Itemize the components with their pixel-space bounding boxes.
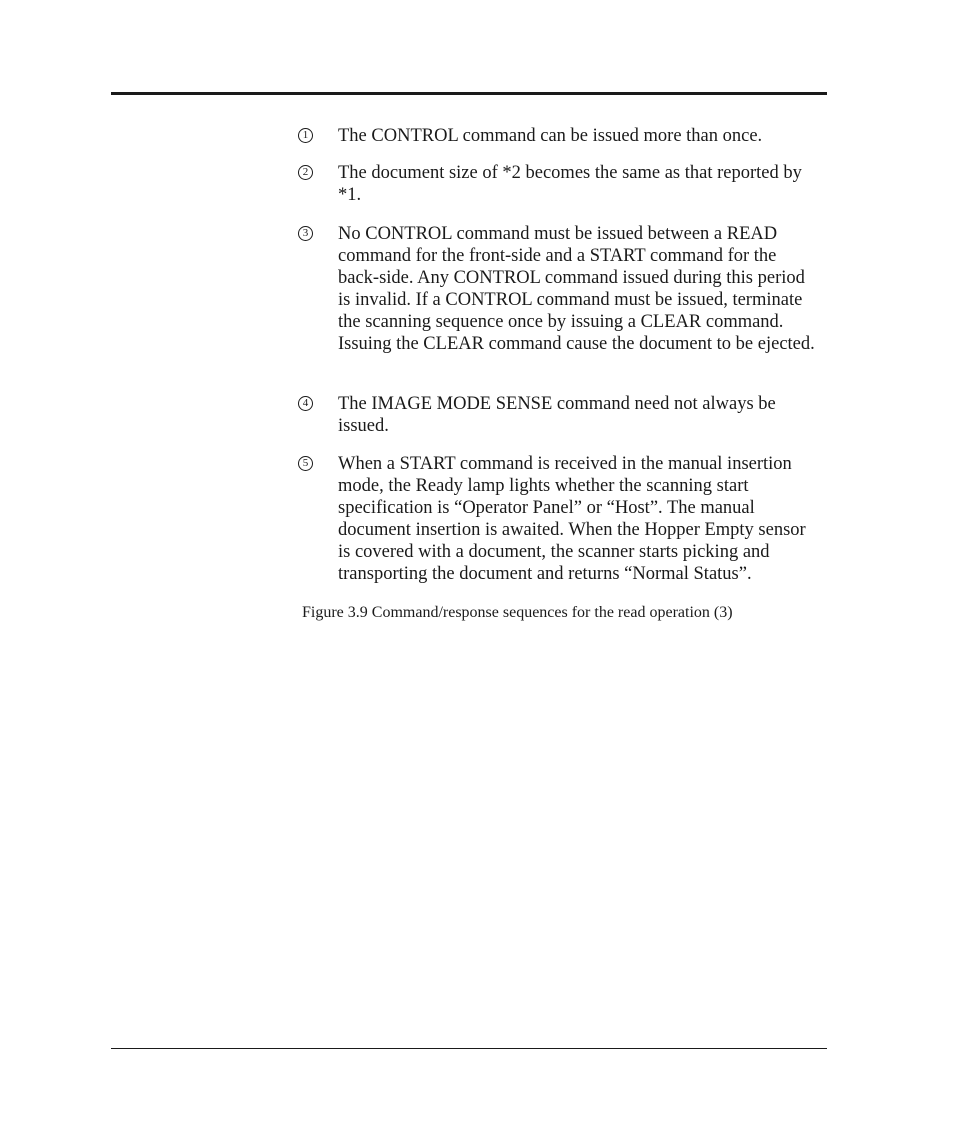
note-5: [298, 453, 818, 585]
note-2-text: The document size of *2 becomes the same as that reported by *1.: [338, 163, 802, 205]
circled-number-4: 4: [298, 396, 313, 411]
circled-number-1: 1: [298, 128, 313, 143]
header-rule: [111, 92, 827, 95]
circled-number-3: 3: [298, 226, 313, 241]
note-2: [298, 162, 818, 206]
note-4: [298, 393, 818, 437]
circled-number-2: 2: [298, 165, 313, 180]
footer-rule: [111, 1048, 827, 1049]
note-3-text: No CONTROL command must be issued between a READ command for the front-side and a START command for the back-side. Any CONTROL command issued during this period is invalid. If a CONTROL command must be issued, terminate the scanning sequence once by issuing a CLEAR command. Issuing the CLEAR command cause the document to be ejected.: [338, 224, 815, 354]
note-1-text: The CONTROL command can be issued more than once.: [338, 126, 763, 146]
note-5-text: When a START command is received in the manual insertion mode, the Ready lamp lights whether the scanning start specification is “Operator Panel” or “Host”. The manual document insertion is awaited. When the Hopper Empty sensor is covered with a document, the scanner starts picking and transporting the document and returns “Normal Status”.: [338, 454, 806, 584]
note-4-text: The IMAGE MODE SENSE command need not always be issued.: [338, 394, 776, 436]
figure-caption: Figure 3.9 Command/response sequences for the read operation (3): [302, 604, 733, 621]
note-3: [298, 223, 818, 355]
circled-number-5: 5: [298, 456, 313, 471]
note-1: [298, 125, 818, 147]
